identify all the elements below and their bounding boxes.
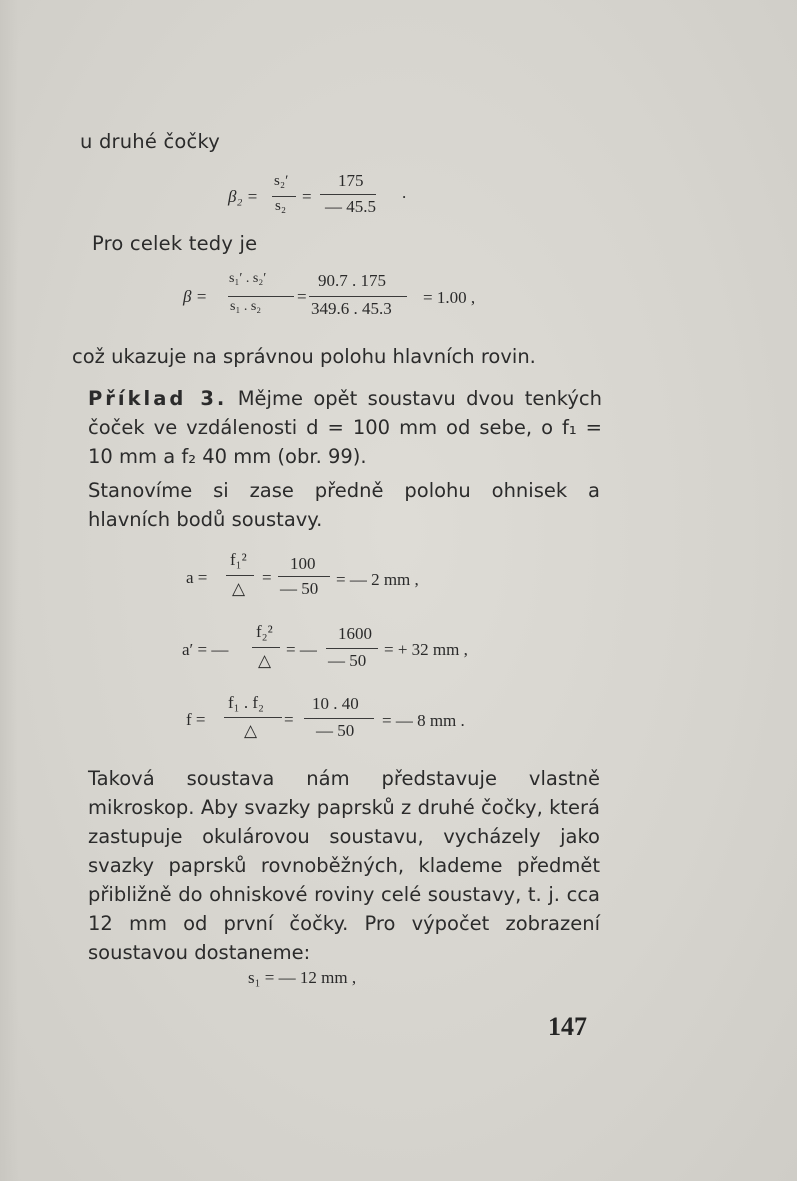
eq5-eqsign: = [284, 710, 294, 729]
eq3-fraction-bar-2 [278, 576, 330, 577]
eq1-fraction-bar-1 [272, 196, 296, 197]
eq2-den1: s₁ . s₂ [230, 299, 262, 314]
eq2-fraction-bar-2 [309, 296, 407, 297]
eq4-den1: △ [258, 651, 272, 670]
eq2-den2: 349.6 . 45.3 [311, 299, 392, 318]
example-text: Mějme opět soustavu dvou tenkých čoček ve vzdálenosti d = 100 mm od sebe, o f₁ = 10 mm a f₂ 40 mm (obr. 99). [88, 387, 602, 468]
eq5-num1: f₁ . f₂ [228, 693, 264, 712]
eq2-result: = 1.00 , [423, 288, 476, 307]
eq3-eqsign: = [262, 568, 272, 587]
equation-beta [183, 268, 523, 328]
equation-a-prime [182, 620, 542, 680]
eq4-den2: — 50 [328, 651, 367, 670]
eq5-den2: — 50 [316, 721, 355, 740]
eq5-fraction-bar-1 [224, 717, 282, 718]
eq5-lhs: f = [186, 710, 206, 729]
eq5-fraction-bar-2 [304, 718, 374, 719]
eq4-num2: 1600 [338, 624, 372, 643]
eq1-lhs: β₂ = [228, 187, 259, 206]
eq2-num1: s₁′ . s₂′ [229, 271, 267, 286]
eq5-num2: 10 . 40 [312, 694, 359, 713]
eq2-fraction-bar-1 [228, 296, 294, 297]
equation-f [186, 690, 526, 750]
eq1-num2: 175 [338, 171, 364, 190]
eq4-lhs: a′ = — [182, 640, 229, 659]
eq4-fraction-bar-2 [326, 648, 378, 649]
eq3-num2: 100 [290, 554, 316, 573]
eq3-lhs: a = [186, 568, 208, 587]
eq3-result: = — 2 mm , [336, 570, 419, 589]
eq5-den1: △ [244, 721, 258, 740]
eq1-tail: . [402, 183, 407, 202]
paragraph-mikroskop: Taková soustava nám představuje vlastně mikroskop. Aby svazky paprsků z druhé čočky, která zastupuje okulárovou soustavu, vycházely jako svazky paprsků rovnoběžných, klademe předmět přibližně do ohniskové roviny celé soustavy, t. j. cca 12 mm od první čočky. Pro výpočet zobrazení soustavou dostaneme: [88, 767, 600, 964]
text-line-pro-celek: Pro celek tedy je [92, 232, 258, 255]
eq2-num2: 90.7 . 175 [318, 271, 386, 290]
eq5-result: = — 8 mm . [382, 711, 465, 730]
eq2-lhs: β = [183, 287, 208, 306]
eq4-num1: f₂² [256, 622, 273, 641]
text-line-druhe-cocky: u druhé čočky [80, 130, 220, 153]
paragraph-stanovime: Stanovíme si zase předně polohu ohnisek a hlavních bodů soustavy. [88, 479, 600, 531]
eq4-eqsign: = — [286, 640, 317, 659]
eq4-result: = + 32 mm , [384, 640, 468, 659]
eq1-den2: — 45.5 [325, 197, 376, 216]
eq6-text: s₁ = — 12 mm , [248, 968, 357, 987]
equation-beta2 [228, 170, 428, 230]
paragraph-spravnou-polohu: což ukazuje na správnou polohu hlavních rovin. [72, 345, 536, 368]
page-number: 147 [548, 1012, 587, 1041]
eq1-num1: s₂′ [274, 173, 289, 189]
eq3-den2: — 50 [280, 579, 319, 598]
eq2-eqsign: = [297, 287, 307, 306]
paragraph-priklad-3 [88, 384, 602, 471]
eq1-den1: s₂ [275, 198, 287, 214]
example-heading: Příklad 3. [88, 387, 228, 410]
eq1-eqsign: = [302, 187, 312, 206]
eq1-fraction-bar-2 [320, 194, 376, 195]
equation-a [186, 548, 486, 608]
page-fold-shadow [0, 0, 18, 1181]
eq3-den1: △ [232, 579, 246, 598]
eq4-fraction-bar-1 [252, 647, 280, 648]
equation-s1 [248, 968, 448, 992]
eq3-fraction-bar-1 [226, 575, 254, 576]
eq3-num1: f₁² [230, 550, 247, 569]
